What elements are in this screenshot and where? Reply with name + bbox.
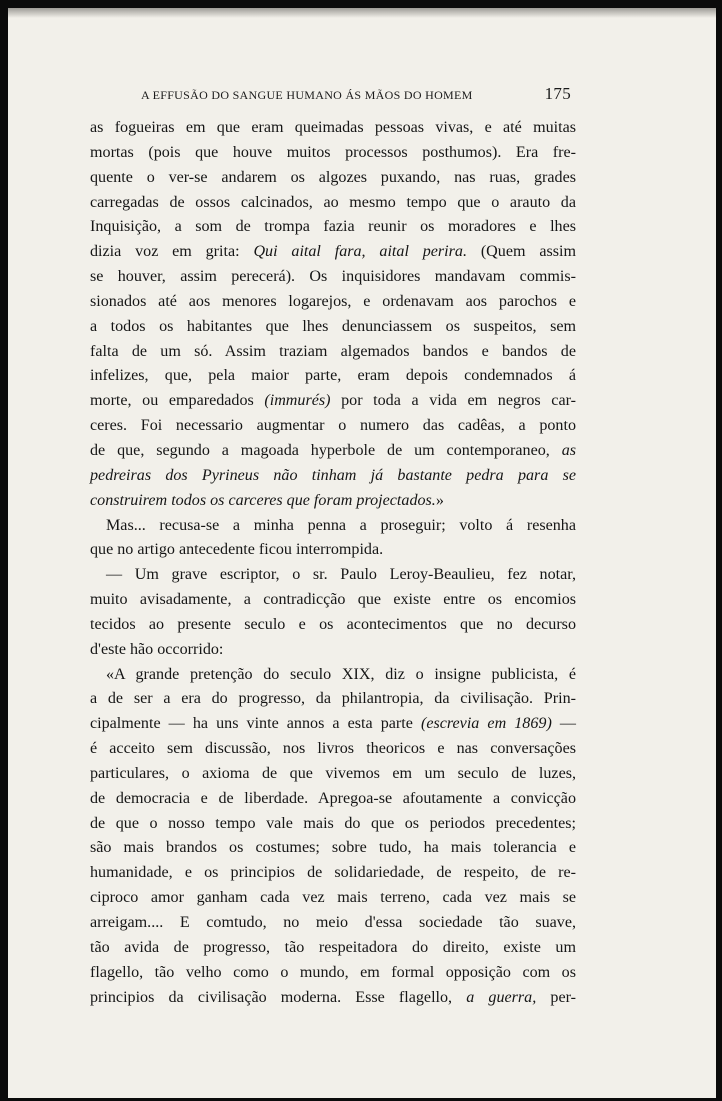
text-line — [90, 414, 576, 439]
italic-text: (immurés) — [264, 392, 331, 410]
page-number: 175 — [544, 84, 571, 103]
text-line — [90, 836, 576, 861]
text-line — [90, 514, 576, 539]
text-run: flagello, tão velho como o mundo, em formal opposição com os — [90, 963, 576, 981]
page-edge-shadow — [8, 8, 716, 18]
text-line — [90, 563, 576, 588]
text-run: sionados até aos menores logarejos, e ordenavam aos parochos e — [90, 292, 576, 310]
text-run: a todos os habitantes que lhes denunciassem os suspeitos, sem — [90, 317, 576, 335]
text-line — [90, 712, 576, 737]
text-run: cipalmente — ha uns vinte annos a esta parte — [90, 715, 421, 733]
text-run: — Um grave escriptor, o sr. Paulo Leroy-Beaulieu, fez notar, — [106, 566, 576, 584]
text-run: se houver, assim perecerá). Os inquisidores mandavam commis- — [90, 268, 576, 286]
text-line — [90, 116, 576, 141]
text-line — [90, 538, 576, 563]
text-run: a de ser a era do progresso, da philantropia, da civilisação. Prin- — [90, 690, 576, 708]
text-run: tão avida de progresso, tão respeitadora do direito, existe um — [90, 938, 576, 956]
running-title: A EFFUSÃO DO SANGUE HUMANO ÁS MÃOS DO HOMEM — [141, 88, 473, 102]
text-run: Mas... recusa-se a minha penna a proseguir; volto á resenha — [106, 516, 576, 534]
text-run: infelizes, que, pela maior parte, eram depois condemnados á — [90, 367, 576, 385]
text-run: dizia voz em grita: — [90, 243, 254, 261]
text-line — [90, 439, 576, 464]
text-line — [90, 588, 576, 613]
text-run: é acceito sem discussão, nos livros theoricos e nas conversações — [90, 740, 576, 758]
text-run: muito avisadamente, a contradicção que existe entre os encomios — [90, 591, 576, 609]
text-line — [90, 265, 576, 290]
text-line — [90, 638, 576, 663]
text-line — [90, 290, 576, 315]
text-line — [90, 240, 576, 265]
running-header — [141, 84, 571, 104]
text-line — [90, 191, 576, 216]
italic-text: pedreiras dos Pyrineus não tinham já bastante pedra para se — [90, 466, 576, 484]
text-run: Inquisição, a som de trompa fazia reunir os moradores e lhes — [90, 218, 576, 236]
text-line — [90, 737, 576, 762]
text-run: as fogueiras em que eram queimadas pessoas vivas, e até muitas — [90, 119, 576, 136]
text-line — [90, 762, 576, 787]
text-line — [90, 861, 576, 886]
text-run: » — [435, 491, 444, 509]
text-run: humanidade, e os principios de solidariedade, de respeito, de re- — [90, 864, 576, 882]
italic-text: (escrevia em 1869) — [420, 715, 552, 733]
text-line — [90, 812, 576, 837]
text-run: morte, ou emparedados — [90, 392, 265, 410]
text-line — [90, 464, 576, 489]
text-line — [90, 166, 576, 191]
text-run: quente o ver-se andarem os algozes puxando, nas ruas, grades — [90, 168, 576, 186]
italic-text: a guerra, — [466, 988, 537, 1006]
text-run: falta de um só. Assim traziam algemados bandos e bandos de — [90, 342, 576, 360]
text-run: d'este hão occorrido: — [90, 640, 224, 658]
text-run: que no artigo antecedente ficou interrompida. — [90, 541, 384, 559]
text-run: mortas (pois que houve muitos processos posthumos). Era fre- — [90, 143, 576, 161]
text-line — [90, 364, 576, 389]
text-run: particulares, o axioma de que vivemos em um seculo de luzes, — [90, 764, 576, 782]
text-run: de democracia e de liberdade. Apregoa-se afoutamente a convicção — [90, 789, 576, 807]
text-line — [90, 986, 576, 1011]
text-line — [90, 936, 576, 961]
scanned-page — [8, 8, 716, 1098]
text-line — [90, 787, 576, 812]
text-run: de que o nosso tempo vale mais do que os periodos precedentes; — [90, 814, 576, 832]
italic-text: Qui aital fara, aital perira. — [253, 243, 467, 261]
text-run: de que, segundo a magoada hyperbole de um contemporaneo, — [90, 441, 562, 459]
text-line — [90, 663, 576, 688]
italic-text: construirem todos os carceres que foram projectados. — [90, 491, 436, 509]
text-line — [90, 315, 576, 340]
text-line — [90, 613, 576, 638]
text-run: por toda a vida em negros car- — [330, 392, 576, 410]
text-line — [90, 911, 576, 936]
text-run: tecidos ao presente seculo e os acontecimentos que no decurso — [90, 615, 576, 633]
text-run: carregadas de ossos calcinados, ao mesmo tempo que o arauto da — [90, 193, 576, 211]
text-run: «A grande pretenção do seculo XIX, diz o insigne publicista, é — [106, 665, 576, 683]
text-line — [90, 340, 576, 365]
text-line — [90, 141, 576, 166]
italic-text: as — [561, 441, 576, 459]
text-run: — — [551, 715, 576, 733]
text-line — [90, 215, 576, 240]
text-line — [90, 389, 576, 414]
text-run: ceres. Foi necessario augmentar o numero das cadêas, a ponto — [90, 417, 576, 435]
text-run: são mais brandos os costumes; sobre tudo, ha mais tolerancia e — [90, 839, 576, 857]
text-run: per- — [536, 988, 576, 1006]
text-run: arreigam.... E comtudo, no meio d'essa sociedade tão suave, — [90, 914, 576, 931]
text-run: (Quem assim — [467, 243, 576, 261]
text-line — [90, 489, 576, 514]
text-line — [90, 961, 576, 986]
text-run: ciproco amor ganham cada vez mais terreno, cada vez mais se — [90, 889, 576, 907]
text-line — [90, 886, 576, 911]
text-line — [90, 687, 576, 712]
body-text — [90, 116, 576, 1010]
text-run: principios da civilisação moderna. Esse flagello, — [90, 988, 467, 1006]
